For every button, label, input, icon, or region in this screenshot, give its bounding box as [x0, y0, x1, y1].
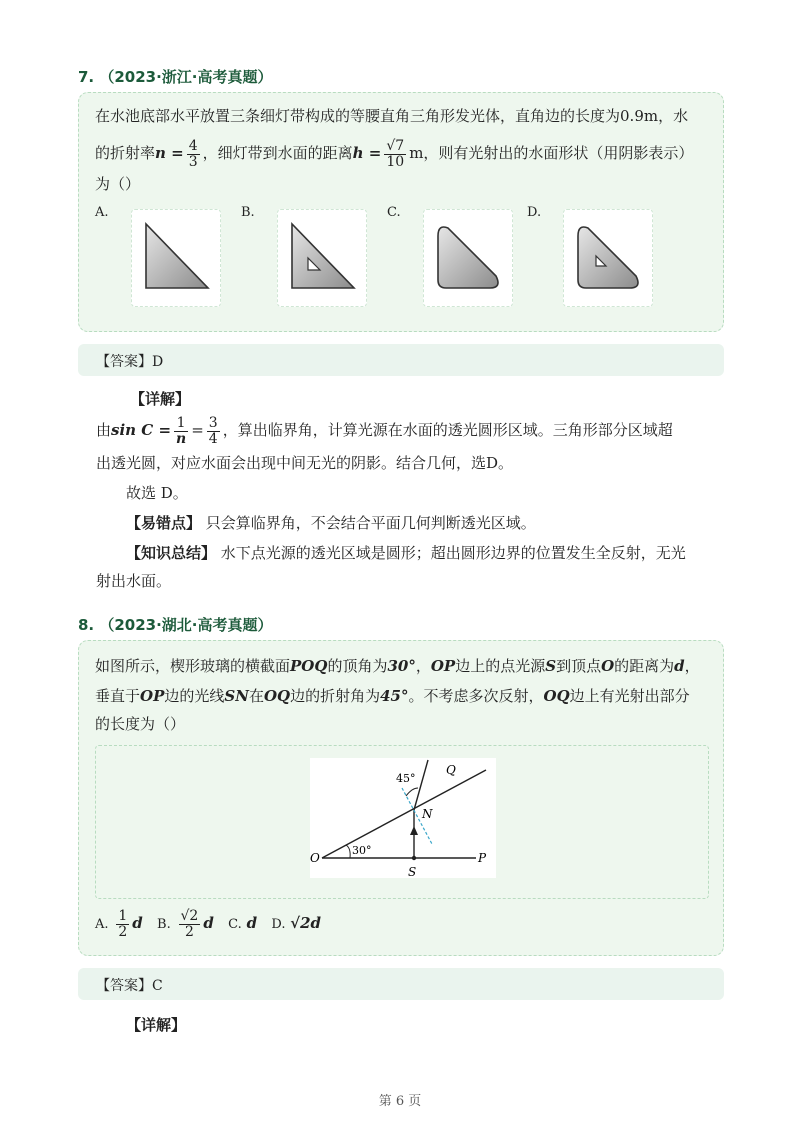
q7-option-c-figure[interactable]	[423, 209, 513, 307]
q8-title: 8. （2023·湖北·高考真题）	[78, 616, 273, 634]
q7-detail-line1: 由sin C = $\frac{1}{n}$ = $\frac{3}{4}$ ，算出临界角，计算光源在水面的透光圆形区域。三角形部分区域超	[96, 414, 673, 447]
q7-option-d-label[interactable]: D.	[527, 205, 542, 220]
q8-stem-line3: 的长度为（）	[95, 715, 186, 733]
fig-label-s: S	[408, 865, 417, 878]
q7-option-d-figure[interactable]	[563, 209, 653, 307]
q7-stem-line3: 为（）	[95, 175, 141, 193]
q8-option-a[interactable]: A. $\frac{1}{2}$ d	[95, 907, 143, 940]
fig-label-o: O	[310, 851, 320, 865]
fig-label-q: Q	[446, 763, 456, 777]
q7-knowledge-summary: 【知识总结】 水下点光源的透光区域是圆形；超出圆形边界的位置发生全反射，无光	[126, 544, 686, 562]
q8-option-b[interactable]: B. $\frac{√2}{2}$ d	[157, 907, 214, 940]
fig-label-30: 30°	[352, 844, 372, 857]
q7-knowledge-summary-line2: 射出水面。	[96, 572, 172, 590]
q7-stem-line1: 在水池底部水平放置三条细灯带构成的等腰直角三角形发光体，直角边的长度为0.9m，水	[95, 107, 689, 125]
fig-label-n: N	[422, 807, 433, 821]
q8-card	[78, 640, 724, 956]
fig-label-p: P	[478, 851, 487, 865]
q7-card	[78, 92, 724, 332]
q7-option-c-label[interactable]: C.	[387, 205, 401, 220]
q7-option-a-figure[interactable]	[131, 209, 221, 307]
q7-option-a-label[interactable]: A.	[95, 205, 109, 220]
q8-answer-bar	[78, 968, 724, 1000]
q7-error-point: 【易错点】 只会算临界角，不会结合平面几何判断透光区域。	[126, 514, 536, 532]
q8-stem-line2: 垂直于OP边的光线SN在OQ边的折射角为45°。不考虑多次反射，OQ边上有光射出部分	[95, 687, 690, 705]
q8-wedge-figure	[310, 758, 496, 878]
q7-answer: 【答案】D	[96, 354, 164, 370]
q8-options	[95, 903, 321, 945]
q7-detail-heading: 【详解】	[130, 390, 191, 408]
q7-conclusion: 故选 D。	[126, 484, 188, 502]
q7-option-b-figure[interactable]	[277, 209, 367, 307]
q8-stem-line1: 如图所示，楔形玻璃的横截面POQ的顶角为30°，OP边上的点光源S到顶点O的距离为d，	[95, 657, 700, 675]
q8-figure-frame	[95, 745, 709, 899]
q8-answer: 【答案】C	[96, 978, 163, 994]
q7-detail-line2: 出透光圆，对应水面会出现中间无光的阴影。结合几何，选D。	[96, 454, 514, 472]
n-fraction: $\frac{4}{3}$	[188, 137, 198, 170]
q8-option-d[interactable]: D. √2d	[271, 914, 322, 932]
q7-answer-bar	[78, 344, 724, 376]
q7-stem-line2: 的折射率n = $\frac{4}{3}$ ，细灯带到水面的距离h = $\frac{√7}{10}$ m，则有光射出的水面形状（用阴影表示）	[95, 137, 694, 170]
fig-label-45: 45°	[396, 772, 416, 785]
h-fraction: $\frac{√7}{10}$	[386, 137, 405, 170]
q8-detail-heading: 【详解】	[126, 1016, 187, 1034]
q8-option-c[interactable]: C. d	[228, 914, 258, 932]
q7-title: 7. （2023·浙江·高考真题）	[78, 68, 273, 86]
q7-option-b-label[interactable]: B.	[241, 205, 255, 220]
page-number: 第 6 页	[378, 1094, 422, 1109]
